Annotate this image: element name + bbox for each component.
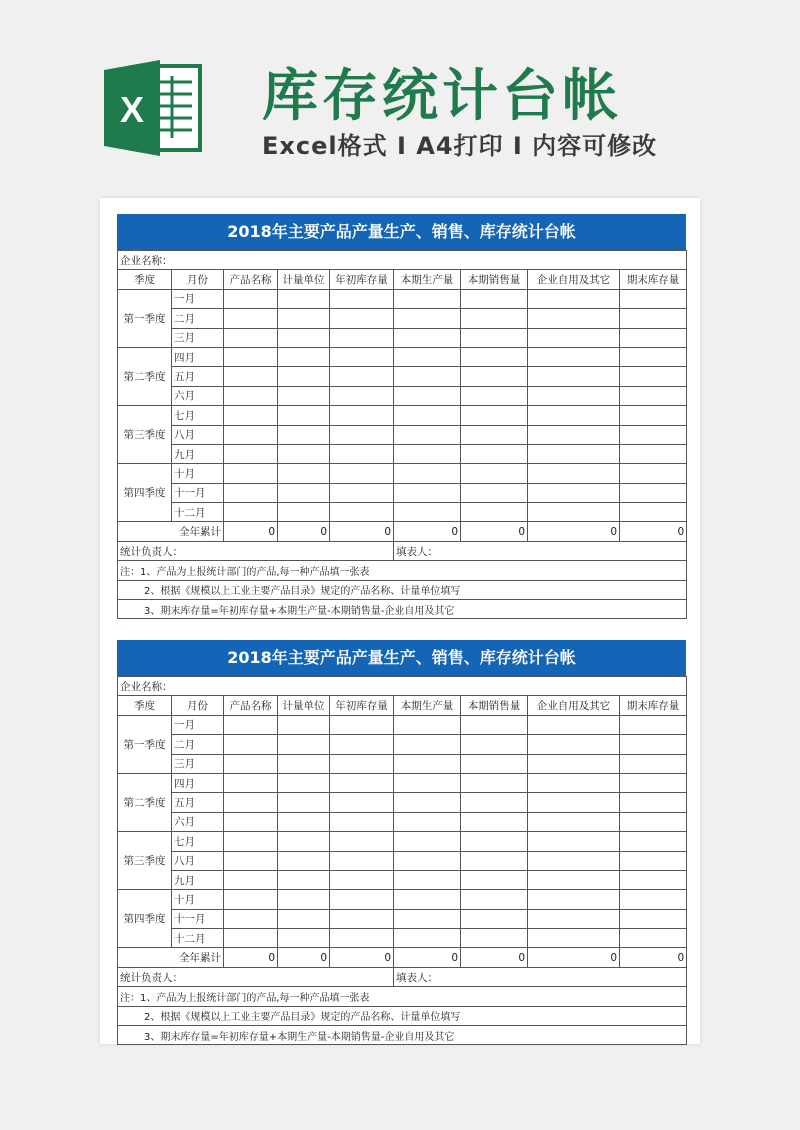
data-cell[interactable] <box>394 773 461 792</box>
column-header: 产品名称 <box>224 696 278 715</box>
responsible-label: 统计负责人： <box>118 541 394 560</box>
data-cell[interactable] <box>278 870 330 889</box>
ledger-table <box>117 676 687 1045</box>
data-cell[interactable] <box>461 289 528 308</box>
data-cell[interactable] <box>224 483 278 502</box>
column-header: 本期销售量 <box>461 270 528 289</box>
data-cell[interactable] <box>461 715 528 734</box>
data-cell[interactable] <box>394 812 461 831</box>
month-cell: 二月 <box>172 309 224 328</box>
data-cell[interactable] <box>278 793 330 812</box>
data-cell[interactable] <box>224 386 278 405</box>
column-header: 年初库存量 <box>330 696 394 715</box>
data-cell[interactable] <box>278 735 330 754</box>
total-cell: 0 <box>461 948 528 967</box>
note-text: 2、根据《规模以上工业主要产品目录》规定的产品名称、计量单位填写 <box>118 580 687 599</box>
data-cell[interactable] <box>224 870 278 889</box>
data-cell[interactable] <box>620 754 687 773</box>
data-cell[interactable] <box>278 812 330 831</box>
table-row <box>118 406 687 425</box>
quarter-cell: 第二季度 <box>118 773 172 831</box>
data-cell[interactable] <box>620 347 687 366</box>
data-cell[interactable] <box>394 793 461 812</box>
month-cell: 十一月 <box>172 483 224 502</box>
data-cell[interactable] <box>461 851 528 870</box>
page-subtitle: Excel格式 I A4打印 I 内容可修改 <box>262 132 658 160</box>
total-cell: 0 <box>620 522 687 541</box>
table-row <box>118 929 687 948</box>
total-cell: 0 <box>278 948 330 967</box>
data-cell[interactable] <box>528 347 620 366</box>
data-cell[interactable] <box>330 406 394 425</box>
table-row <box>118 715 687 734</box>
quarter-cell: 第二季度 <box>118 347 172 405</box>
total-cell: 0 <box>224 522 278 541</box>
data-cell[interactable] <box>224 851 278 870</box>
data-cell[interactable] <box>394 367 461 386</box>
total-row <box>118 948 687 967</box>
total-label: 全年累计 <box>118 522 224 541</box>
data-cell[interactable] <box>278 483 330 502</box>
table-row <box>118 464 687 483</box>
data-cell[interactable] <box>278 425 330 444</box>
data-cell[interactable] <box>528 483 620 502</box>
data-cell[interactable] <box>620 870 687 889</box>
data-cell[interactable] <box>461 425 528 444</box>
data-cell[interactable] <box>461 735 528 754</box>
column-header: 月份 <box>172 270 224 289</box>
data-cell[interactable] <box>528 503 620 522</box>
data-cell[interactable] <box>461 929 528 948</box>
table-row <box>118 386 687 405</box>
total-cell: 0 <box>330 948 394 967</box>
data-cell[interactable] <box>528 793 620 812</box>
data-cell[interactable] <box>278 309 330 328</box>
data-cell[interactable] <box>394 406 461 425</box>
data-cell[interactable] <box>224 464 278 483</box>
month-cell: 一月 <box>172 289 224 308</box>
data-cell[interactable] <box>528 309 620 328</box>
table-row <box>118 367 687 386</box>
data-cell[interactable] <box>620 386 687 405</box>
column-header: 月份 <box>172 696 224 715</box>
data-cell[interactable] <box>394 386 461 405</box>
data-cell[interactable] <box>224 328 278 347</box>
data-cell[interactable] <box>461 503 528 522</box>
quarter-cell: 第四季度 <box>118 464 172 522</box>
note-row <box>118 1026 687 1045</box>
table-row <box>118 289 687 308</box>
data-cell[interactable] <box>278 754 330 773</box>
data-cell[interactable] <box>461 812 528 831</box>
data-cell[interactable] <box>224 890 278 909</box>
month-cell: 十二月 <box>172 929 224 948</box>
column-header: 企业自用及其它 <box>528 270 620 289</box>
data-cell[interactable] <box>394 328 461 347</box>
data-cell[interactable] <box>528 851 620 870</box>
data-cell[interactable] <box>224 929 278 948</box>
column-header: 计量单位 <box>278 696 330 715</box>
data-cell[interactable] <box>620 715 687 734</box>
data-cell[interactable] <box>394 444 461 463</box>
table-row <box>118 503 687 522</box>
data-cell[interactable] <box>528 328 620 347</box>
data-cell[interactable] <box>278 773 330 792</box>
column-header: 年初库存量 <box>330 270 394 289</box>
table-row <box>118 773 687 792</box>
data-cell[interactable] <box>461 406 528 425</box>
note-row <box>118 561 687 580</box>
data-cell[interactable] <box>224 832 278 851</box>
data-cell[interactable] <box>278 464 330 483</box>
ledger-table <box>117 250 687 619</box>
data-cell[interactable] <box>394 870 461 889</box>
data-cell[interactable] <box>224 793 278 812</box>
data-cell[interactable] <box>330 754 394 773</box>
data-cell[interactable] <box>330 289 394 308</box>
data-cell[interactable] <box>620 832 687 851</box>
data-cell[interactable] <box>224 289 278 308</box>
data-cell[interactable] <box>620 929 687 948</box>
month-cell: 四月 <box>172 773 224 792</box>
month-cell: 二月 <box>172 735 224 754</box>
note-text: 注：1、产品为上报统计部门的产品,每一种产品填一张表 <box>118 561 687 580</box>
month-cell: 八月 <box>172 851 224 870</box>
data-cell[interactable] <box>620 483 687 502</box>
data-cell[interactable] <box>394 425 461 444</box>
data-cell[interactable] <box>224 367 278 386</box>
ledger-banner: 2018年主要产品产量生产、销售、库存统计台帐 <box>117 214 686 250</box>
ledger-sheet-2 <box>117 640 686 1045</box>
month-cell: 十二月 <box>172 503 224 522</box>
ledger-banner: 2018年主要产品产量生产、销售、库存统计台帐 <box>117 640 686 676</box>
data-cell[interactable] <box>620 773 687 792</box>
month-cell: 六月 <box>172 812 224 831</box>
table-row <box>118 832 687 851</box>
month-cell: 三月 <box>172 328 224 347</box>
total-cell: 0 <box>224 948 278 967</box>
table-row <box>118 425 687 444</box>
signature-row <box>118 967 687 986</box>
svg-text:X: X <box>119 89 145 130</box>
filler-label: 填表人： <box>394 541 687 560</box>
table-row <box>118 309 687 328</box>
table-row <box>118 328 687 347</box>
responsible-label: 统计负责人： <box>118 967 394 986</box>
data-cell[interactable] <box>394 483 461 502</box>
note-row <box>118 580 687 599</box>
data-cell[interactable] <box>278 406 330 425</box>
column-header: 季度 <box>118 270 172 289</box>
data-cell[interactable] <box>330 483 394 502</box>
data-cell[interactable] <box>620 289 687 308</box>
table-row <box>118 793 687 812</box>
table-row <box>118 812 687 831</box>
data-cell[interactable] <box>330 870 394 889</box>
column-header: 企业自用及其它 <box>528 696 620 715</box>
total-cell: 0 <box>394 948 461 967</box>
page-header <box>0 0 800 200</box>
column-header: 期末库存量 <box>620 696 687 715</box>
data-cell[interactable] <box>224 503 278 522</box>
total-cell: 0 <box>528 948 620 967</box>
data-cell[interactable] <box>620 309 687 328</box>
quarter-cell: 第四季度 <box>118 890 172 948</box>
table-row <box>118 347 687 366</box>
data-cell[interactable] <box>528 425 620 444</box>
data-cell[interactable] <box>528 289 620 308</box>
data-cell[interactable] <box>461 890 528 909</box>
data-cell[interactable] <box>330 347 394 366</box>
data-cell[interactable] <box>528 754 620 773</box>
note-text: 2、根据《规模以上工业主要产品目录》规定的产品名称、计量单位填写 <box>118 1006 687 1025</box>
month-cell: 六月 <box>172 386 224 405</box>
data-cell[interactable] <box>394 347 461 366</box>
data-cell[interactable] <box>620 425 687 444</box>
table-row <box>118 870 687 889</box>
data-cell[interactable] <box>330 367 394 386</box>
data-cell[interactable] <box>278 851 330 870</box>
data-cell[interactable] <box>620 367 687 386</box>
total-cell: 0 <box>461 522 528 541</box>
table-row <box>118 909 687 928</box>
data-cell[interactable] <box>528 929 620 948</box>
data-cell[interactable] <box>461 793 528 812</box>
data-cell[interactable] <box>278 909 330 928</box>
note-row <box>118 987 687 1006</box>
data-cell[interactable] <box>224 715 278 734</box>
data-cell[interactable] <box>620 464 687 483</box>
data-cell[interactable] <box>330 909 394 928</box>
data-cell[interactable] <box>224 347 278 366</box>
data-cell[interactable] <box>528 464 620 483</box>
data-cell[interactable] <box>278 715 330 734</box>
data-cell[interactable] <box>461 328 528 347</box>
data-cell[interactable] <box>528 909 620 928</box>
data-cell[interactable] <box>278 832 330 851</box>
data-cell[interactable] <box>394 735 461 754</box>
data-cell[interactable] <box>620 444 687 463</box>
data-cell[interactable] <box>224 754 278 773</box>
quarter-cell: 第三季度 <box>118 832 172 890</box>
total-cell: 0 <box>278 522 330 541</box>
month-cell: 九月 <box>172 444 224 463</box>
data-cell[interactable] <box>330 328 394 347</box>
data-cell[interactable] <box>620 812 687 831</box>
page-title: 库存统计台帐 <box>262 64 622 129</box>
data-cell[interactable] <box>224 425 278 444</box>
data-cell[interactable] <box>528 890 620 909</box>
month-cell: 七月 <box>172 832 224 851</box>
data-cell[interactable] <box>461 367 528 386</box>
data-cell[interactable] <box>224 909 278 928</box>
total-cell: 0 <box>620 948 687 967</box>
month-cell: 五月 <box>172 367 224 386</box>
quarter-cell: 第一季度 <box>118 289 172 347</box>
data-cell[interactable] <box>330 735 394 754</box>
data-cell[interactable] <box>330 890 394 909</box>
data-cell[interactable] <box>330 832 394 851</box>
data-cell[interactable] <box>278 890 330 909</box>
data-cell[interactable] <box>330 425 394 444</box>
data-cell[interactable] <box>620 735 687 754</box>
data-cell[interactable] <box>528 870 620 889</box>
data-cell[interactable] <box>528 715 620 734</box>
month-cell: 十一月 <box>172 909 224 928</box>
data-cell[interactable] <box>278 347 330 366</box>
table-row <box>118 754 687 773</box>
table-row <box>118 735 687 754</box>
data-cell[interactable] <box>330 386 394 405</box>
column-header: 本期生产量 <box>394 270 461 289</box>
data-cell[interactable] <box>461 832 528 851</box>
data-cell[interactable] <box>528 406 620 425</box>
data-cell[interactable] <box>224 735 278 754</box>
month-cell: 十月 <box>172 464 224 483</box>
data-cell[interactable] <box>620 909 687 928</box>
data-cell[interactable] <box>394 503 461 522</box>
column-header: 本期生产量 <box>394 696 461 715</box>
data-cell[interactable] <box>461 386 528 405</box>
data-cell[interactable] <box>528 367 620 386</box>
data-cell[interactable] <box>278 929 330 948</box>
data-cell[interactable] <box>528 773 620 792</box>
month-cell: 一月 <box>172 715 224 734</box>
month-cell: 三月 <box>172 754 224 773</box>
data-cell[interactable] <box>330 444 394 463</box>
data-cell[interactable] <box>330 503 394 522</box>
table-row <box>118 444 687 463</box>
data-cell[interactable] <box>330 715 394 734</box>
data-cell[interactable] <box>278 503 330 522</box>
column-header: 期末库存量 <box>620 270 687 289</box>
data-cell[interactable] <box>394 851 461 870</box>
data-cell[interactable] <box>528 444 620 463</box>
data-cell[interactable] <box>394 890 461 909</box>
data-cell[interactable] <box>461 444 528 463</box>
column-header: 产品名称 <box>224 270 278 289</box>
month-cell: 八月 <box>172 425 224 444</box>
data-cell[interactable] <box>620 503 687 522</box>
month-cell: 九月 <box>172 870 224 889</box>
quarter-cell: 第一季度 <box>118 715 172 773</box>
data-cell[interactable] <box>330 929 394 948</box>
data-cell[interactable] <box>224 444 278 463</box>
note-text: 3、期末库存量=年初库存量+本期生产量-本期销售量-企业自用及其它 <box>118 1026 687 1045</box>
data-cell[interactable] <box>461 464 528 483</box>
column-header: 本期销售量 <box>461 696 528 715</box>
data-cell[interactable] <box>620 851 687 870</box>
table-row <box>118 890 687 909</box>
data-cell[interactable] <box>394 832 461 851</box>
data-cell[interactable] <box>620 406 687 425</box>
month-cell: 五月 <box>172 793 224 812</box>
data-cell[interactable] <box>620 328 687 347</box>
data-cell[interactable] <box>461 309 528 328</box>
data-cell[interactable] <box>330 773 394 792</box>
note-text: 注：1、产品为上报统计部门的产品,每一种产品填一张表 <box>118 987 687 1006</box>
data-cell[interactable] <box>394 289 461 308</box>
data-cell[interactable] <box>461 347 528 366</box>
data-cell[interactable] <box>330 812 394 831</box>
data-cell[interactable] <box>224 309 278 328</box>
column-header: 计量单位 <box>278 270 330 289</box>
total-cell: 0 <box>330 522 394 541</box>
ledger-sheet-1 <box>117 214 686 619</box>
data-cell[interactable] <box>330 851 394 870</box>
data-cell[interactable] <box>330 309 394 328</box>
data-cell[interactable] <box>620 890 687 909</box>
data-cell[interactable] <box>528 735 620 754</box>
total-cell: 0 <box>528 522 620 541</box>
data-cell[interactable] <box>461 870 528 889</box>
column-header: 季度 <box>118 696 172 715</box>
table-row <box>118 483 687 502</box>
note-text: 3、期末库存量=年初库存量+本期生产量-本期销售量-企业自用及其它 <box>118 600 687 619</box>
data-cell[interactable] <box>278 367 330 386</box>
data-cell[interactable] <box>278 328 330 347</box>
quarter-cell: 第三季度 <box>118 406 172 464</box>
data-cell[interactable] <box>461 754 528 773</box>
month-cell: 四月 <box>172 347 224 366</box>
data-cell[interactable] <box>528 812 620 831</box>
data-cell[interactable] <box>394 464 461 483</box>
data-cell[interactable] <box>278 289 330 308</box>
data-cell[interactable] <box>278 386 330 405</box>
data-cell[interactable] <box>394 309 461 328</box>
total-label: 全年累计 <box>118 948 224 967</box>
data-cell[interactable] <box>394 715 461 734</box>
company-name-label: 企业名称： <box>118 251 687 270</box>
data-cell[interactable] <box>461 773 528 792</box>
data-cell[interactable] <box>224 773 278 792</box>
filler-label: 填表人： <box>394 967 687 986</box>
table-row <box>118 851 687 870</box>
data-cell[interactable] <box>528 832 620 851</box>
total-row <box>118 522 687 541</box>
month-cell: 七月 <box>172 406 224 425</box>
data-cell[interactable] <box>278 444 330 463</box>
data-cell[interactable] <box>394 929 461 948</box>
signature-row <box>118 541 687 560</box>
data-cell[interactable] <box>224 406 278 425</box>
note-row <box>118 600 687 619</box>
company-name-label: 企业名称： <box>118 677 687 696</box>
document-paper <box>100 198 700 1044</box>
data-cell[interactable] <box>394 754 461 773</box>
data-cell[interactable] <box>461 909 528 928</box>
month-cell: 十月 <box>172 890 224 909</box>
data-cell[interactable] <box>224 812 278 831</box>
data-cell[interactable] <box>330 793 394 812</box>
data-cell[interactable] <box>330 464 394 483</box>
total-cell: 0 <box>394 522 461 541</box>
data-cell[interactable] <box>394 909 461 928</box>
excel-icon <box>100 56 204 160</box>
data-cell[interactable] <box>461 483 528 502</box>
data-cell[interactable] <box>528 386 620 405</box>
note-row <box>118 1006 687 1025</box>
data-cell[interactable] <box>620 793 687 812</box>
